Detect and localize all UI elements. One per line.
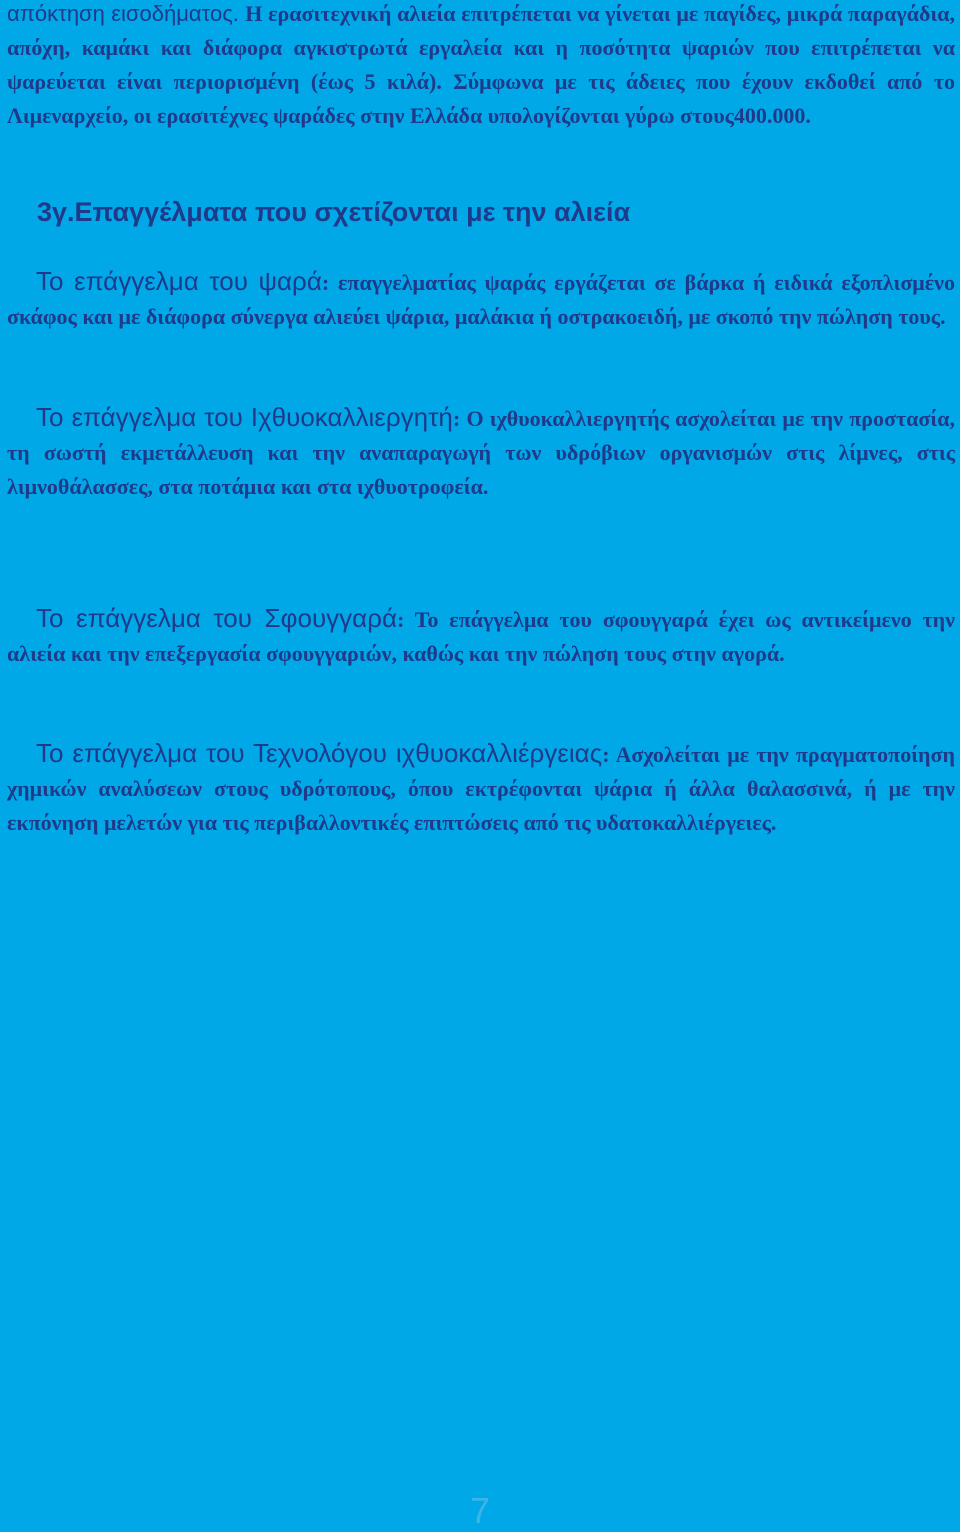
profession-lead: Το επάγγελμα του ψαρά [36,266,322,296]
profession-separator: : [321,270,339,295]
profession-separator: : [602,742,616,767]
profession-fish-farmer [7,400,955,504]
profession-separator: : [452,406,467,431]
profession-aquaculture-technologist [7,736,955,840]
profession-lead: Το επάγγελμα του Τεχνολόγου ιχθυοκαλλιέργειας [36,738,603,768]
page-number: 7 [469,1490,491,1531]
profession-body: επαγγελματίας ψαράς εργάζεται σε βάρκα ή ειδικά εξοπλισμένο σκάφος και με διάφορα σύνεργα αλιεύει ψάρια, μαλάκια ή οστρακοειδή, με σκοπό την πώληση τους. [7,270,956,329]
profession-separator: : [397,607,415,632]
profession-lead: Το επάγγελμα του Ιχθυοκαλλιεργητή [36,402,453,432]
intro-paragraph [7,0,955,133]
profession-body: Ασχολείται με την πραγματοποίηση χημικών αναλύσεων στους υδρότοπους, όπου εκτρέφονται ψάρια ή άλλα θαλασσινά, ή με την εκπόνηση μελετών για τις περιβαλλοντικές επιπτώσεις από τις υδατοκαλλιέργειες. [7,742,955,835]
intro-part-1: απόκτηση εισοδήματος. [7,1,246,26]
profession-lead: Το επάγγελμα του Σφουγγαρά [36,603,398,633]
section-heading-number: 3γ. [37,197,75,227]
section-heading-title: Επαγγέλματα που σχετίζονται με την αλιεία [74,197,631,227]
intro-part-2: Η ερασιτεχνική αλιεία επιτρέπεται να γίνεται με παγίδες, μικρά παραγάδια, απόχη, καμάκι και διάφορα αγκιστρωτά εργαλεία και η ποσότητα ψαριών που επιτρέπεται να ψαρεύεται είναι περιορισμένη (έως 5 κιλά). [7,1,956,94]
section-heading [37,194,630,230]
profession-sponge-diver [7,601,955,671]
profession-body: Ο ιχθυοκαλλιεργητής ασχολείται με την προστασία, τη σωστή εκμετάλλευση και την αναπαραγωγή των υδρόβιων οργανισμών στις λίμνες, στις λιμνοθάλασσες, στα ποτάμια και στα ιχθυοτροφεία. [7,406,955,499]
profession-body: Το επάγγελμα του σφουγγαρά έχει ως αντικείμενο την αλιεία και την επεξεργασία σφουγγαριών, καθώς και την πώληση τους στην αγορά. [7,607,956,666]
intro-part-3: Σύμφωνα με τις άδειες που έχουν εκδοθεί από το Λιμεναρχείο, οι ερασιτέχνες ψαράδες στην Ελλάδα υπολογίζονται γύρω στους400.000. [7,69,955,128]
profession-fisherman [7,264,955,334]
